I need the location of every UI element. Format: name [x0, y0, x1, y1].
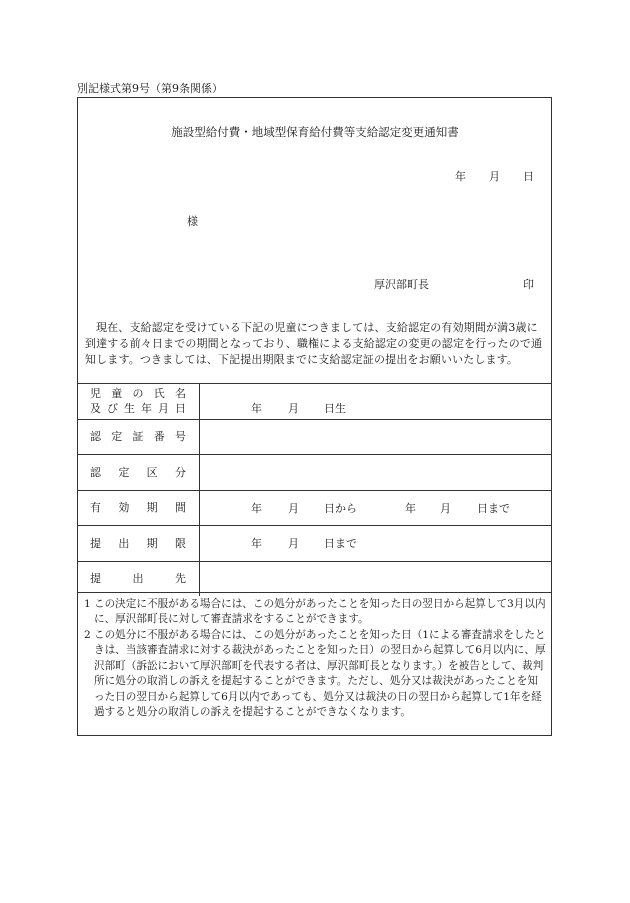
note-text: この処分に不服がある場合には、この処分があったことを知った日（1による審査請求をしたときは、当該審査請求に対する裁決があったことを知った日）の翌日から起算して6月以内に、厚沢部町（訴訟において厚沢部町を代表する者は、厚沢部町長となります。）を被告として、裁判所に処分の取消しの訴えを提起することができます。ただし、処分又は裁決があったことを知った日の翌日から起算して6月以内であっても、処分又は裁決の日の翌日から起算して1年を経過すると処分の取消しの訴えを提起することができなくなります。 [94, 629, 546, 719]
note-number: 1 [84, 598, 91, 610]
child-value-cell[interactable] [200, 384, 553, 420]
child-birthdate-label: 及び生年月日 [90, 402, 186, 416]
form-number: 別記様式第9号（第9条関係） [77, 82, 223, 95]
date-year-unit: 年 [455, 170, 466, 183]
child-label-cell [77, 384, 200, 420]
cert-number-value-cell[interactable] [200, 419, 553, 455]
category-label-cell [77, 455, 200, 491]
destination-label: 提出先 [90, 572, 186, 586]
category-label: 認定区分 [90, 465, 186, 479]
validity-value-cell[interactable] [200, 490, 553, 526]
validity-label-cell [77, 490, 200, 526]
table-row-validity [77, 490, 552, 526]
child-month-unit: 月 [288, 402, 299, 416]
destination-label-cell [77, 561, 200, 596]
cert-number-label: 認定証番号 [90, 430, 186, 444]
note-text: この決定に不服がある場合には、この処分があったことを知った日の翌日から起算して3月以内に、厚沢部町長に対して審査請求をすることができます。 [94, 598, 546, 626]
validity-start-year-unit: 年 [251, 501, 262, 515]
deadline-value-cell[interactable] [200, 526, 553, 562]
validity-end-month-unit: 月 [440, 501, 451, 515]
note-number: 2 [84, 629, 91, 641]
note-item [84, 628, 546, 720]
notes-section [77, 592, 552, 736]
table-row-child [77, 384, 552, 420]
addressee-suffix: 様 [187, 215, 198, 228]
table-row-destination [77, 561, 552, 596]
document-title: 施設型給付費・地域型保育給付費等支給認定変更通知書 [171, 125, 459, 139]
date-day-unit: 日 [523, 170, 534, 183]
destination-value-cell[interactable] [200, 561, 553, 596]
validity-label: 有効期間 [90, 501, 186, 515]
validity-start-month-unit: 月 [288, 501, 299, 515]
table-row-cert-number [77, 419, 552, 455]
table-row-category [77, 455, 552, 491]
deadline-label-cell [77, 526, 200, 562]
deadline-label: 提出期限 [90, 536, 186, 550]
note-item [84, 597, 546, 628]
deadline-month-unit: 月 [288, 537, 299, 551]
child-year-unit: 年 [251, 402, 262, 416]
child-day-unit: 日生 [324, 402, 346, 416]
date-month-unit: 月 [489, 170, 500, 183]
cert-number-label-cell [77, 419, 200, 455]
deadline-year-unit: 年 [251, 537, 262, 551]
seal-mark: 印 [523, 278, 534, 291]
validity-start-day-unit: 日から [324, 501, 357, 515]
child-name-label: 児童の氏名 [90, 387, 186, 401]
deadline-day-unit: 日まで [324, 537, 357, 551]
validity-end-day-unit: 日まで [477, 501, 510, 515]
intro-paragraph: 現在、支給認定を受けている下記の児童につきましては、支給認定の有効期間が満3歳に到達する前々日までの期間となっており、職権による支給認定の変更の認定を行ったので通知します。つきましては、下記提出期限までに支給認定証の提出をお願いいたします。 [85, 321, 543, 366]
issuer-name: 厚沢部町長 [374, 278, 429, 291]
table-row-deadline [77, 526, 552, 562]
details-table [77, 383, 552, 596]
validity-end-year-unit: 年 [405, 501, 416, 515]
category-value-cell[interactable] [200, 455, 553, 491]
